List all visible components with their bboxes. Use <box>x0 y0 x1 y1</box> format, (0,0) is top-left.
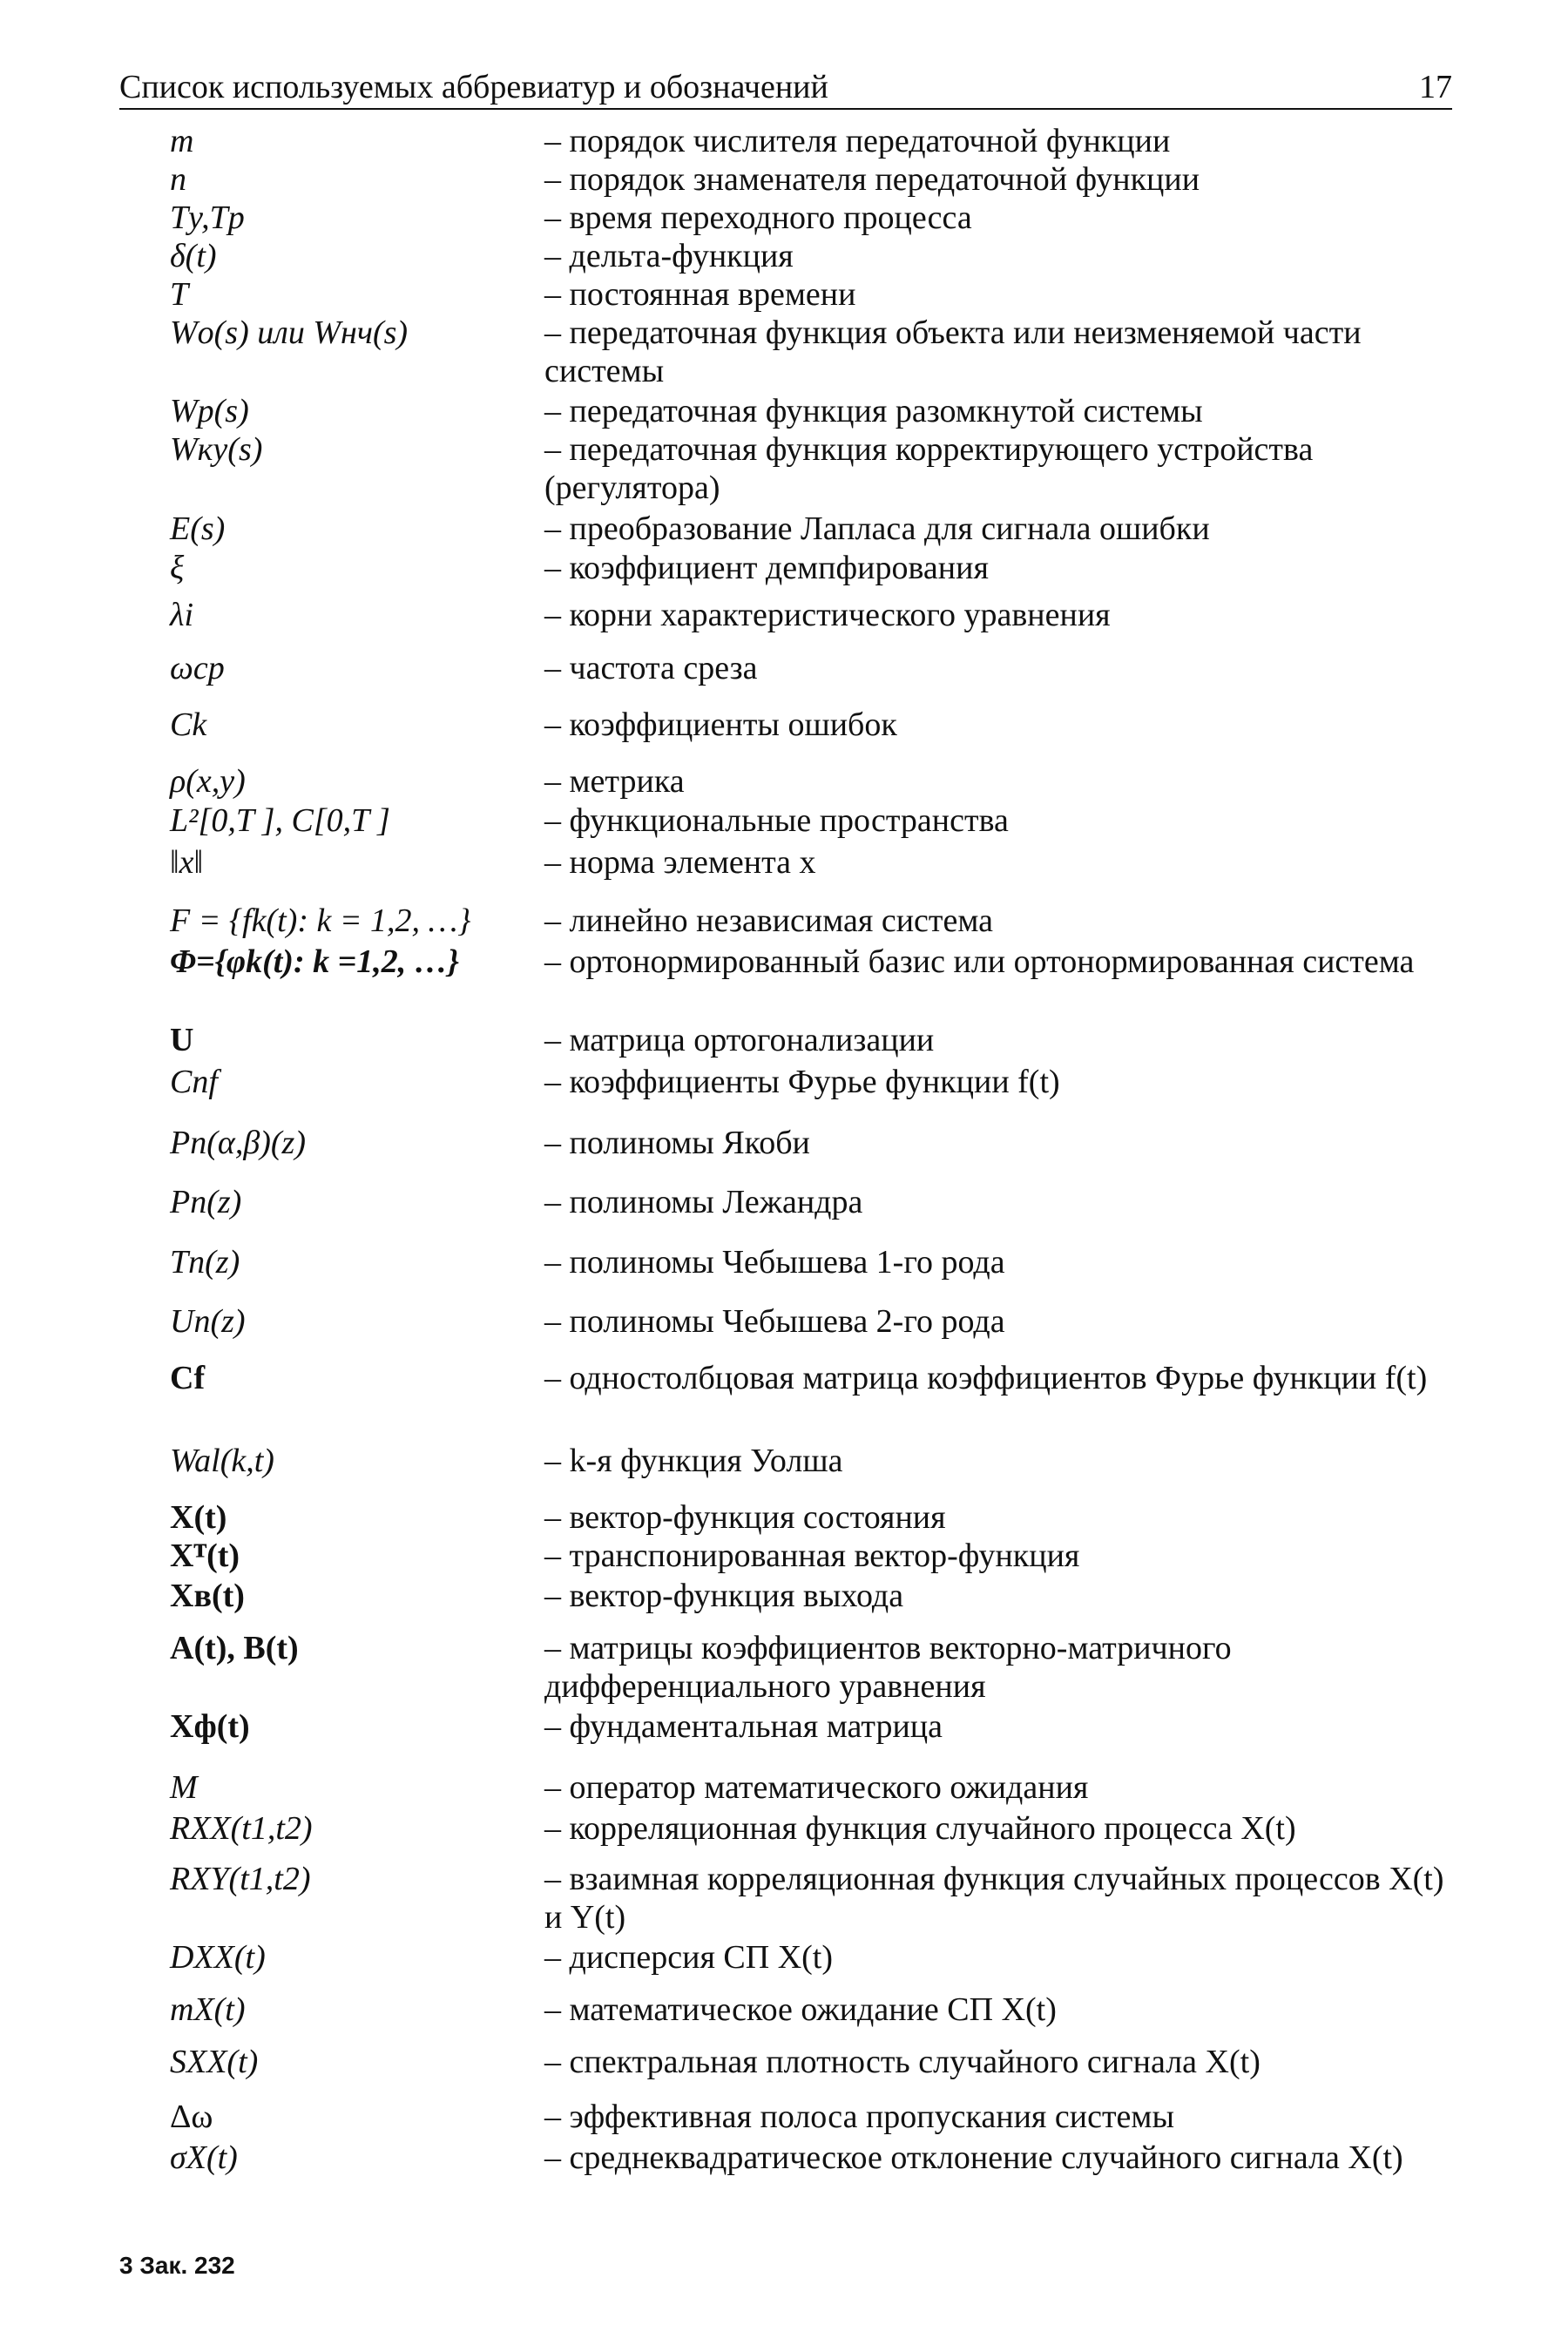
notation-symbol: λi <box>170 597 194 633</box>
notation-symbol: ‖x‖ <box>170 844 204 881</box>
notation-symbol: σX(t) <box>170 2139 238 2176</box>
notation-description: – вектор-функция выхода <box>544 1578 904 1614</box>
notation-description: – полиномы Якоби <box>544 1125 810 1161</box>
notation-description: – оператор математического ожидания <box>544 1769 1089 1806</box>
notation-symbol: ξ <box>170 550 185 586</box>
notation-symbol: T <box>170 276 189 313</box>
notation-symbol: ωср <box>170 650 225 686</box>
notation-symbol: E(s) <box>170 510 226 547</box>
notation-symbol: M <box>170 1769 198 1806</box>
notation-description: – преобразование Лапласа для сигнала ошибки <box>544 510 1210 547</box>
notation-description: – дельта-функция <box>544 238 794 274</box>
notation-symbol: RXY(t1,t2) <box>170 1861 311 1897</box>
notation-symbol: Un(z) <box>170 1303 246 1340</box>
notation-symbol: ρ(x,y) <box>170 763 246 800</box>
notation-symbol: A(t), B(t) <box>170 1630 299 1666</box>
notation-symbol: DXX(t) <box>170 1939 266 1976</box>
notation-description: – корни характеристического уравнения <box>544 597 1111 633</box>
notation-symbol: Pn(α,β)(z) <box>170 1125 306 1161</box>
notation-description: – корреляционная функция случайного процесса X(t) <box>544 1810 1296 1847</box>
notation-description: – полиномы Чебышева 2-го рода <box>544 1303 1005 1340</box>
notation-description: – матрица ортогонализации <box>544 1022 935 1058</box>
notation-description: – дисперсия СП X(t) <box>544 1939 834 1976</box>
notation-symbol: Tn(z) <box>170 1244 240 1281</box>
notation-symbol: Xв(t) <box>170 1578 245 1614</box>
notation-symbol: SXX(t) <box>170 2044 259 2080</box>
notation-description: – спектральная плотность случайного сигнала X(t) <box>544 2044 1260 2080</box>
notation-description: – взаимная корреляционная функция случайных процессов X(t) и Y(t) <box>544 1861 1444 1936</box>
notation-symbol: X(t) <box>170 1499 227 1536</box>
notation-description: – полиномы Чебышева 1-го рода <box>544 1244 1005 1281</box>
notation-description: – ортонормированный базис или ортонормированная система <box>544 943 1415 980</box>
notation-description: – порядок знаменателя передаточной функции <box>544 161 1200 198</box>
notation-description: – метрика <box>544 763 685 800</box>
notation-description: – транспонированная вектор-функция <box>544 1538 1080 1574</box>
notation-symbol: Cnf <box>170 1064 218 1100</box>
notation-description: – коэффициент демпфирования <box>544 550 989 586</box>
notation-symbol: Wо(s) или Wнч(s) <box>170 314 409 351</box>
printer-signature-mark: 3 Зак. 232 <box>119 2252 235 2279</box>
notation-symbol: Δω <box>170 2099 213 2135</box>
notation-description: – фундаментальная матрица <box>544 1708 943 1745</box>
notation-description: – время переходного процесса <box>544 199 972 236</box>
notation-symbol: RXX(t1,t2) <box>170 1810 313 1847</box>
notation-symbol: Xф(t) <box>170 1708 250 1745</box>
notation-symbol: Wку(s) <box>170 431 263 468</box>
notation-symbol: Wal(k,t) <box>170 1443 274 1479</box>
notation-description: – норма элемента x <box>544 844 816 881</box>
notation-description: – линейно независимая система <box>544 902 994 939</box>
notation-description: – вектор-функция состояния <box>544 1499 946 1536</box>
notation-description: – частота среза <box>544 650 758 686</box>
notation-description: – полиномы Лежандра <box>544 1184 863 1220</box>
notation-description: – передаточная функция объекта или неизменяемой части системы <box>544 314 1362 389</box>
notation-symbol: U <box>170 1022 194 1058</box>
notation-symbol: δ(t) <box>170 238 217 274</box>
notation-symbol: Tу,Tр <box>170 199 245 236</box>
notation-description: – эффективная полоса пропускания системы <box>544 2099 1175 2135</box>
notation-symbol: Φ={φk(t): k =1,2, …} <box>170 943 459 980</box>
notation-description: – передаточная функция разомкнутой системы <box>544 393 1203 429</box>
notation-description: – коэффициенты Фурье функции f(t) <box>544 1064 1060 1100</box>
page-number: 17 <box>1419 69 1452 105</box>
notation-symbol: Xᵀ(t) <box>170 1538 240 1574</box>
notation-description: – передаточная функция корректирующего устройства (регулятора) <box>544 431 1314 506</box>
notation-symbol: L²[0,T ], C[0,T ] <box>170 802 390 839</box>
notation-symbol: Pn(z) <box>170 1184 242 1220</box>
notation-symbol: Ck <box>170 706 207 743</box>
notation-symbol: Wр(s) <box>170 393 249 429</box>
notation-symbol: Cf <box>170 1360 206 1396</box>
notation-description: – матрицы коэффициентов векторно-матричного дифференциального уравнения <box>544 1630 1232 1705</box>
header-title: Список используемых аббревиатур и обозначений <box>119 69 828 105</box>
notation-description: – постоянная времени <box>544 276 856 313</box>
notation-description: – среднеквадратическое отклонение случайного сигнала X(t) <box>544 2139 1403 2176</box>
notation-description: – порядок числителя передаточной функции <box>544 123 1171 159</box>
notation-symbol: m <box>170 123 194 159</box>
notation-symbol: mX(t) <box>170 1991 246 2028</box>
notation-description: – математическое ожидание СП X(t) <box>544 1991 1057 2028</box>
notation-description: – одностолбцовая матрица коэффициентов Фурье функции f(t) <box>544 1360 1428 1396</box>
notation-description: – функциональные пространства <box>544 802 1009 839</box>
notation-symbol: F = {fk(t): k = 1,2, …} <box>170 902 471 939</box>
notation-description: – коэффициенты ошибок <box>544 706 897 743</box>
notation-description: – k-я функция Уолша <box>544 1443 843 1479</box>
notation-symbol: n <box>170 161 186 198</box>
